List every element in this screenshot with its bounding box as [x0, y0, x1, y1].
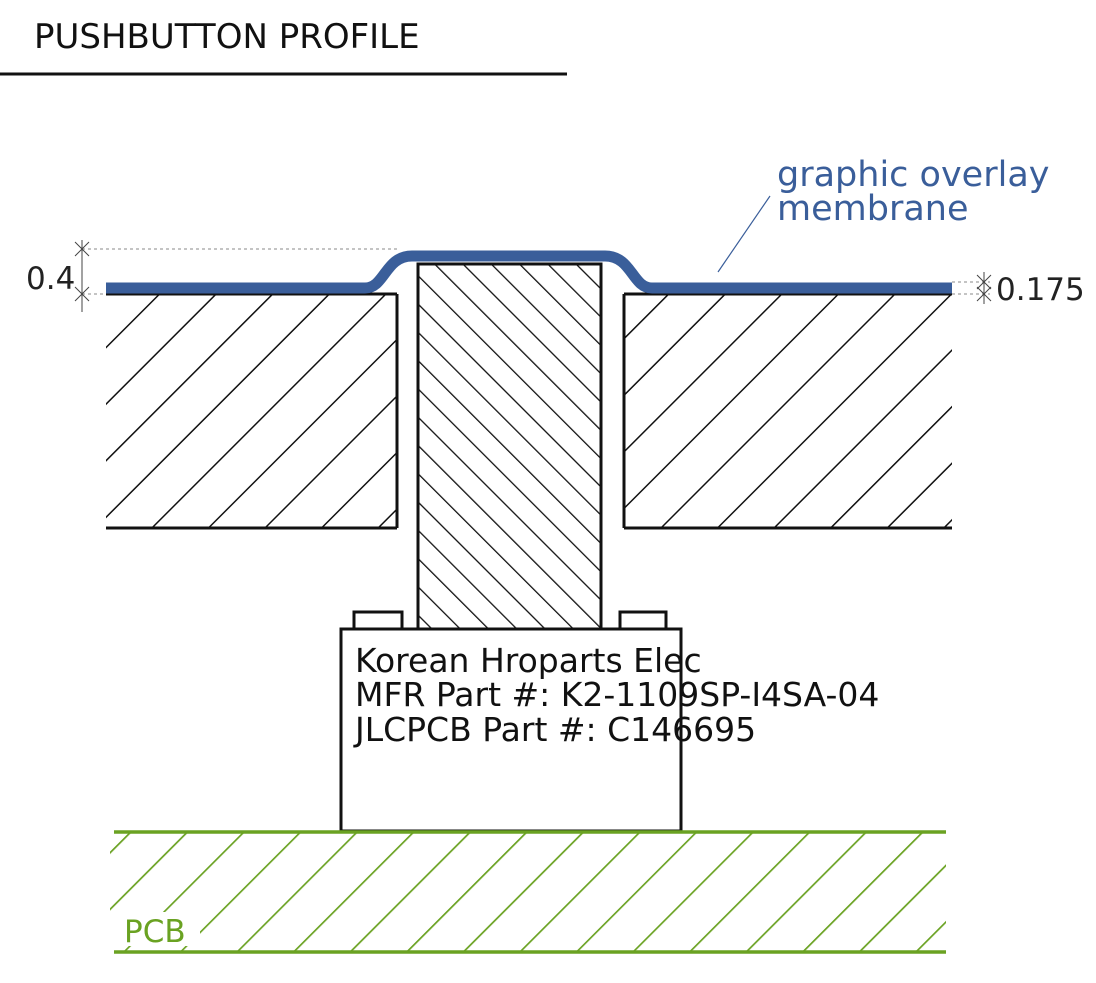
- part-manufacturer: Korean Hroparts Elec: [355, 641, 702, 680]
- part-mfr-number: MFR Part #: K2-1109SP-I4SA-04: [355, 675, 880, 714]
- right-panel: [624, 294, 952, 528]
- overlay-height-value: 0.4: [26, 261, 76, 297]
- membrane-thickness-value: 0.175: [996, 272, 1085, 308]
- part-jlcpcb-number: JLCPCB Part #: C146695: [355, 710, 757, 749]
- overlay-label-line2: membrane: [777, 189, 969, 229]
- overlay-leader-line: [718, 196, 770, 272]
- pcb-label: PCB: [124, 914, 186, 950]
- membrane-thickness-dimension: [952, 272, 991, 304]
- overlay-label-line1: graphic overlay: [777, 155, 1050, 195]
- pcb-layer: [110, 832, 946, 952]
- button-plunger: [418, 264, 601, 629]
- page-title: PUSHBUTTON PROFILE: [34, 17, 420, 57]
- left-panel: [106, 294, 397, 528]
